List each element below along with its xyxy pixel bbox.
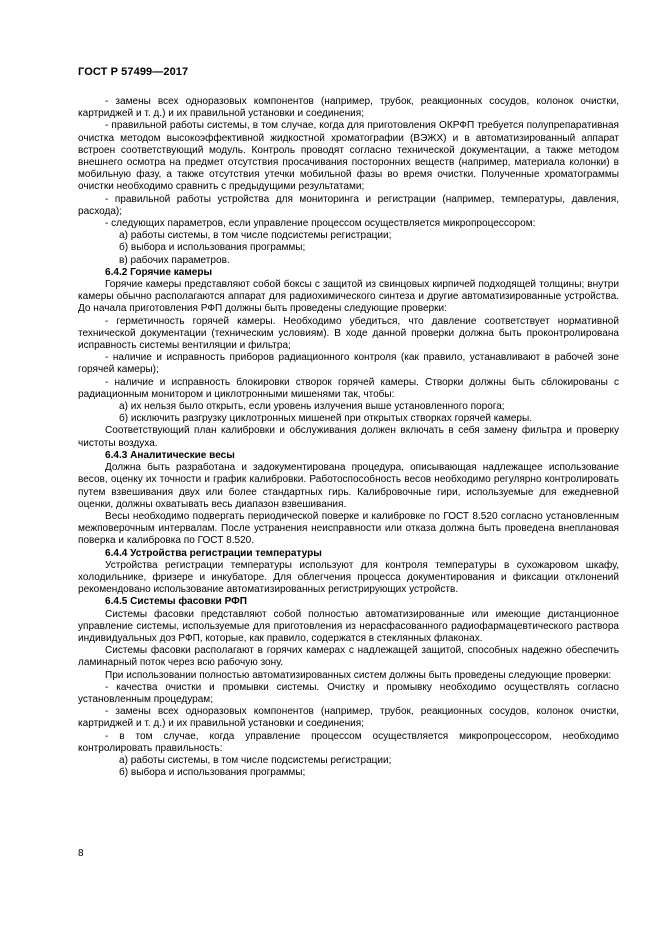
list-item: б) исключить разгрузку циклотронных мишеней при открытых створках горячей камеры.: [119, 413, 533, 425]
paragraph: Системы фасовки представляют собой полностью автоматизированные или имеющие дистанционное управление системы, используемые для приготовления из нерасфасованного радиофармацевтического раствора индивидуальных доз РФП, которые, как правило, содержатся в стеклянных флаконах.: [78, 608, 619, 644]
list-item: а) их нельзя было открыть, если уровень излучения выше установленного порога;: [119, 401, 505, 413]
paragraph: Горячие камеры представляют собой боксы с защитой из свинцовых кирпичей подходящей толщины; внутри камеры обычно располагаются аппарат для радиохимического синтеза и другие автоматизированные устройства. До начала приготовления РФП должны быть проведены следующие проверки:: [78, 279, 619, 315]
paragraph: - правильной работы системы, в том случае, когда для приготовления ОКРФП требуется полупрепаративная очистка методом высокоэффективной жидкостной хроматографии (ВЭЖХ) и в автоматизированный аппарат встроен соответствующий модуль. Контроль проводят согласно технической документации, а также методом внешнего осмотра на предмет отсутствия просачивания посторонних веществ (например, материала колонки) в мобильную фазу, а также отсутствия утечки мобильной фазы во время очистки. Полученные хроматограммы очистки необходимо сравнить с предыдущими результатами;: [78, 120, 619, 193]
list-item: а) работы системы, в том числе подсистемы регистрации;: [119, 754, 392, 766]
page-number: 8: [78, 848, 84, 859]
paragraph: Устройства регистрации температуры используют для контроля температуры в сухожаровом шкафу, холодильнике, фризере и инкубаторе. Для облегчения процесса документирования и фиксации отклонений рекомендовано использование автоматизированных регистрирующих устройств.: [78, 559, 619, 596]
document-header: ГОСТ Р 57499—2017: [78, 66, 189, 78]
section-heading: 6.4.2 Горячие камеры: [105, 266, 213, 278]
section-heading: 6.4.5 Системы фасовки РФП: [105, 596, 247, 608]
paragraph: - наличие и исправность блокировки створок горячей камеры. Створки должны быть сблокированы с радиационным монитором и циклотронными мишенями так, чтобы:: [78, 376, 619, 400]
document-body: [78, 96, 619, 779]
paragraph: - герметичность горячей камеры. Необходимо убедиться, что давление соответствует нормативной технической документации (техническим условиям). В ходе данной проверки должна быть проконтролирована исправность системы вентиляции и фильтра;: [78, 315, 619, 352]
list-item: б) выбора и использования программы;: [119, 242, 306, 254]
paragraph: - замены всех одноразовых компонентов (например, трубок, реакционных сосудов, колонок очистки, картриджей и т. д.) и их правильной установки и соединения;: [78, 706, 619, 730]
paragraph: Системы фасовки располагают в горячих камерах с надлежащей защитой, способных надежно обеспечить ламинарный поток через всю рабочую зону.: [78, 645, 619, 669]
list-item: б) выбора и использования программы;: [119, 767, 306, 779]
paragraph: - замены всех одноразовых компонентов (например, трубок, реакционных сосудов, колонок очистки, картриджей и т. д.) и их правильной установки и соединения;: [78, 96, 619, 120]
paragraph: Весы необходимо подвергать периодической поверке и калибровке по ГОСТ 8.520 согласно установленным межповерочным интервалам. После устранения неисправности или отказа должна быть проведена внеплановая поверка и калибровка по ГОСТ 8.520.: [78, 510, 619, 547]
paragraph: - правильной работы устройства для мониторинга и регистрации (например, температуры, давления, расхода);: [78, 193, 619, 217]
paragraph: - следующих параметров, если управление процессом осуществляется микропроцессором:: [105, 218, 536, 230]
paragraph: - в том случае, когда управление процессом осуществляется микропроцессором, необходимо контролировать правильность:: [78, 730, 619, 754]
section-heading: 6.4.4 Устройства регистрации температуры: [105, 547, 322, 559]
paragraph: Должна быть разработана и задокументирована процедура, описывающая надлежащее использование весов, оценку их точности и график калибровки. Работоспособность весов необходимо регулярно контролировать путем взвешивания двух или более стандартных гирь. Калибровочные гири, используемые для ежедневной оценки, должны охватывать весь диапазон взвешивания.: [78, 462, 619, 510]
list-item: а) работы системы, в том числе подсистемы регистрации;: [119, 230, 392, 242]
paragraph: - качества очистки и промывки системы. Очистку и промывку необходимо осуществлять согласно установленным процедурам;: [78, 681, 619, 705]
list-item: в) рабочих параметров.: [119, 254, 230, 266]
paragraph: - наличие и исправность приборов радиационного контроля (как правило, устанавливают в рабочей зоне горячей камеры);: [78, 352, 619, 376]
section-heading: 6.4.3 Аналитические весы: [105, 449, 235, 461]
paragraph: Соответствующий план калибровки и обслуживания должен включать в себя замену фильтра и проверку чистоты воздуха.: [78, 425, 619, 449]
paragraph: При использовании полностью автоматизированных систем должны быть проведены следующие проверки:: [105, 669, 612, 681]
